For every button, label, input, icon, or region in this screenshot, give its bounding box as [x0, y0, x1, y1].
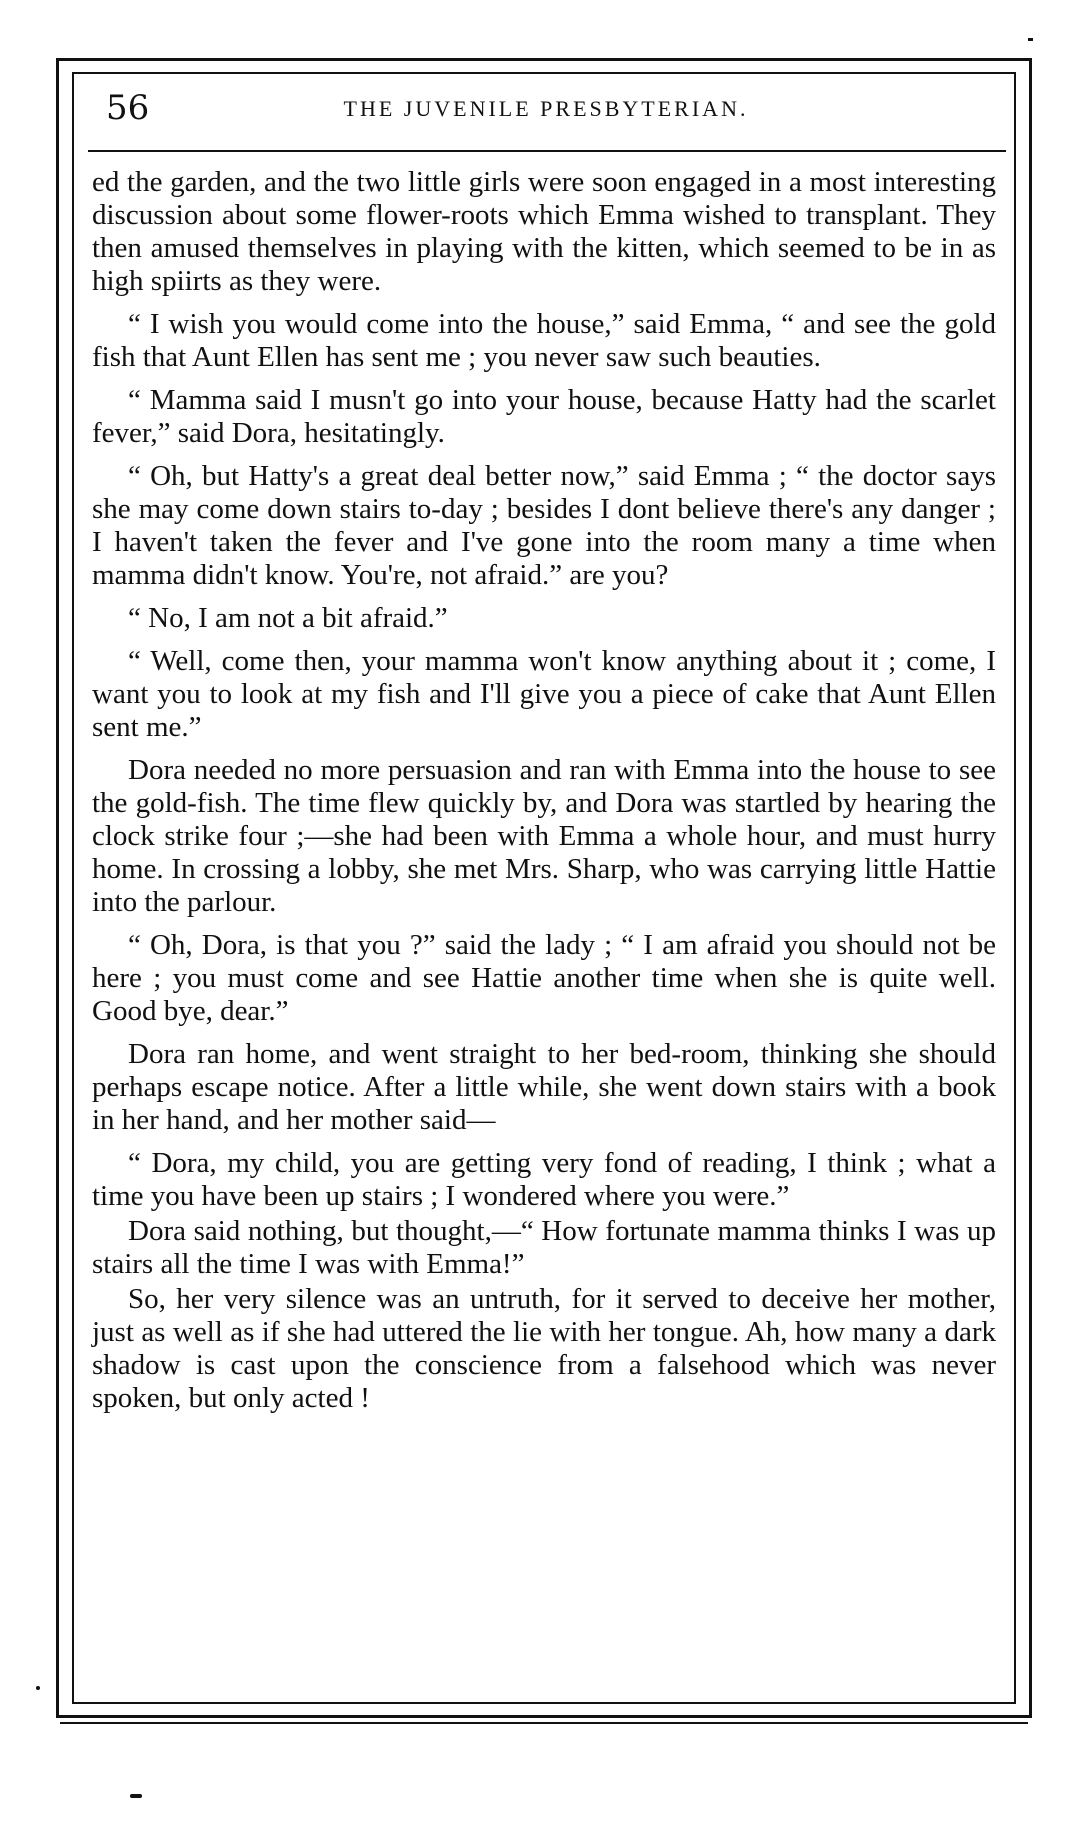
paragraph: “ Dora, my child, you are getting very fond of reading, I think ; what a time you have been up stairs ; I wondered where you were.” [92, 1147, 996, 1212]
paragraph: ed the garden, and the two little girls were soon engaged in a most interesting discussion about some flower-roots which Emma wished to transplant. They then amused themselves in playing with the kitten, which seemed to be in as high spiirts as they were. [92, 166, 996, 297]
paragraph: “ Oh, Dora, is that you ?” said the lady ; “ I am afraid you should not be here ; you must come and see Hattie another time when she is quite well. Good bye, dear.” [92, 929, 996, 1027]
ink-speck [36, 1686, 40, 1690]
paragraph: Dora ran home, and went straight to her bed-room, thinking she should perhaps escape notice. After a little while, she went down stairs with a book in her hand, and her mother said— [92, 1038, 996, 1136]
bottom-rule [60, 1722, 1028, 1724]
paragraph: “ Oh, but Hatty's a great deal better now,” said Emma ; “ the doctor says she may come down stairs to-day ; besides I dont believe there's any danger ; I haven't taken the fever and I've gone into the room many a time when mamma didn't know. You're, not afraid.” are you? [92, 460, 996, 591]
page-number: 56 [106, 88, 150, 128]
header-rule [88, 150, 1006, 152]
paragraph: “ Mamma said I musn't go into your house, because Hatty had the scarlet fever,” said Dora, hesitatingly. [92, 384, 996, 449]
paragraph: Dora needed no more persuasion and ran with Emma into the house to see the gold-fish. The time flew quickly by, and Dora was startled by hearing the clock strike four ;—she had been with Emma a whole hour, and must hurry home. In crossing a lobby, she met Mrs. Sharp, who was carrying little Hattie into the parlour. [92, 754, 996, 918]
paragraph: “ Well, come then, your mamma won't know anything about it ; come, I want you to look at my fish and I'll give you a piece of cake that Aunt Ellen sent me.” [92, 645, 996, 743]
ink-speck [1028, 38, 1033, 41]
ink-speck [130, 1794, 142, 1798]
running-title: THE JUVENILE PRESBYTERIAN. [343, 96, 749, 121]
page-header [96, 82, 996, 142]
paragraph: So, her very silence was an untruth, for it served to deceive her mother, just as well as if she had uttered the lie with her tongue. Ah, how many a dark shadow is cast upon the conscience from a falsehood which was never spoken, but only acted ! [92, 1283, 996, 1414]
paragraph: “ I wish you would come into the house,” said Emma, “ and see the gold fish that Aunt Ellen has sent me ; you never saw such beauties. [92, 308, 996, 373]
paragraph: Dora said nothing, but thought,—“ How fortunate mamma thinks I was up stairs all the time I was with Emma!” [92, 1215, 996, 1280]
paragraph: “ No, I am not a bit afraid.” [128, 602, 448, 634]
article-body [92, 166, 996, 1425]
